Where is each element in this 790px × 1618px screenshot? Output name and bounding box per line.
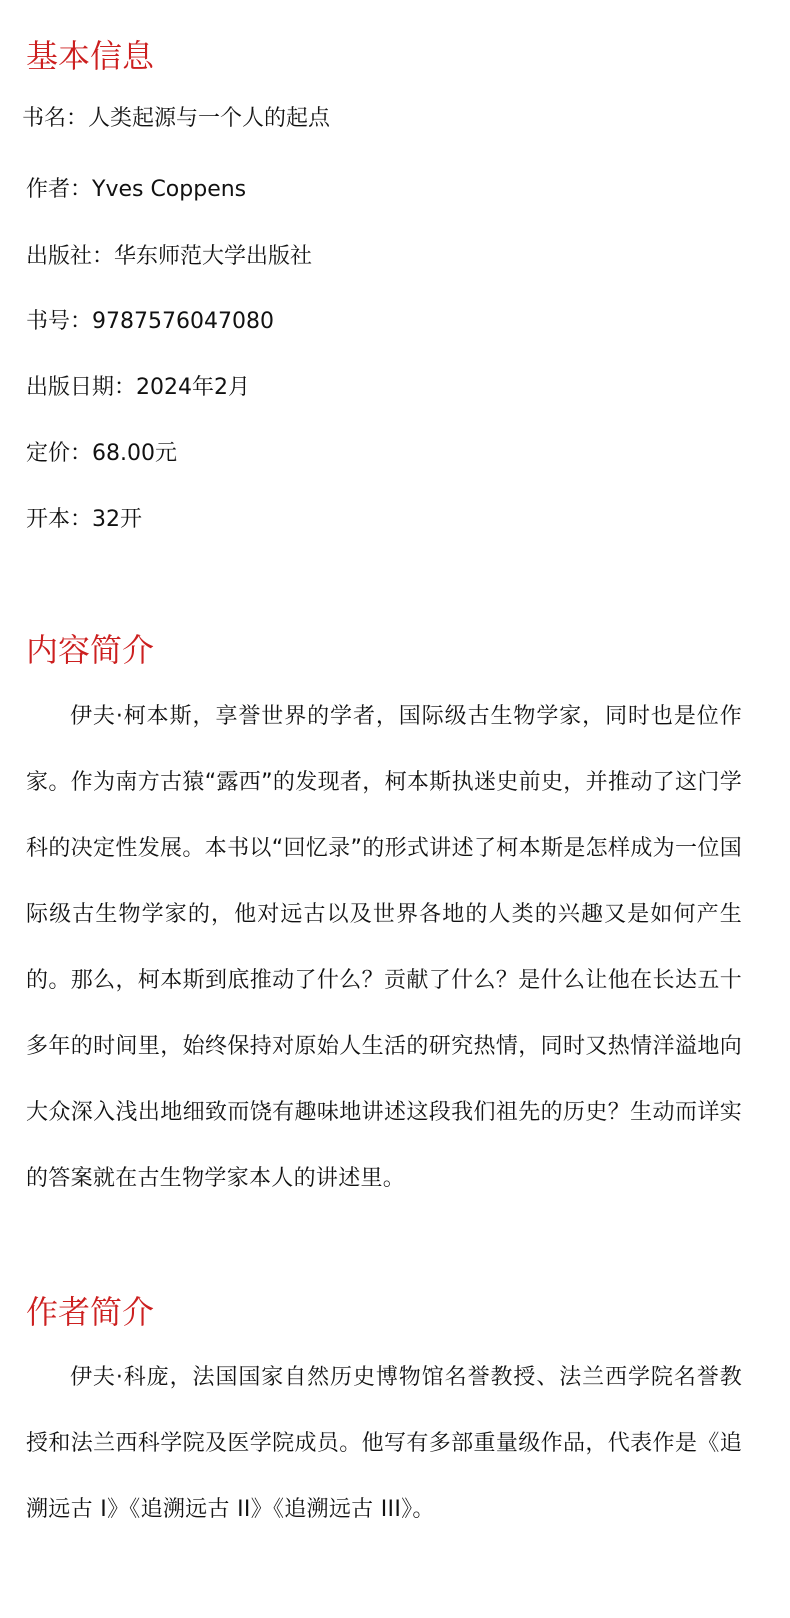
content-intro-heading: 内容简介 (26, 631, 155, 669)
author-intro-heading: 作者简介 (26, 1293, 155, 1331)
content-intro-text: 伊夫·柯本斯，享誉世界的学者，国际级古生物学家，同时也是位作家。作为南方古猿“露西”的发现者，柯本斯执迷史前史，并推动了这门学科的决定性发展。本书以“回忆录”的形式讲述了柯本斯是怎样成为一位国际级古生物学家的，他对远古以及世界各地的人类的兴趣又是如何产生的。那么，柯本斯到底推动了什么？贡献了什么？是什么让他在长达五十多年的时间里，始终保持对原始人生活的研究热情，同时又热情洋溢地向大众深入浅出地细致而饶有趣味地讲述这段我们祖先的历史？生动而详实的答案就在古生物学家本人的讲述里。 (26, 704, 742, 1191)
author-line: 作者：Yves Coppens (26, 177, 247, 202)
publisher-line: 出版社：华东师范大学出版社 (26, 244, 313, 269)
book-name: 书名：人类起源与一个人的起点 (22, 106, 331, 131)
pub-date-line: 出版日期：2024年2月 (26, 375, 250, 400)
price-line: 定价：68.00元 (26, 441, 177, 466)
isbn-line: 书号：9787576047080 (26, 309, 274, 334)
basic-info-heading: 基本信息 (26, 37, 155, 75)
author-intro-text: 伊夫·科庞，法国国家自然历史博物馆名誉教授、法兰西学院名誉教授和法兰西科学院及医学院成员。他写有多部重量级作品，代表作是《追溯远古 I》《追溯远古 II》《追溯远古 III》。 (26, 1365, 742, 1522)
format-line: 开本：32开 (26, 507, 142, 532)
